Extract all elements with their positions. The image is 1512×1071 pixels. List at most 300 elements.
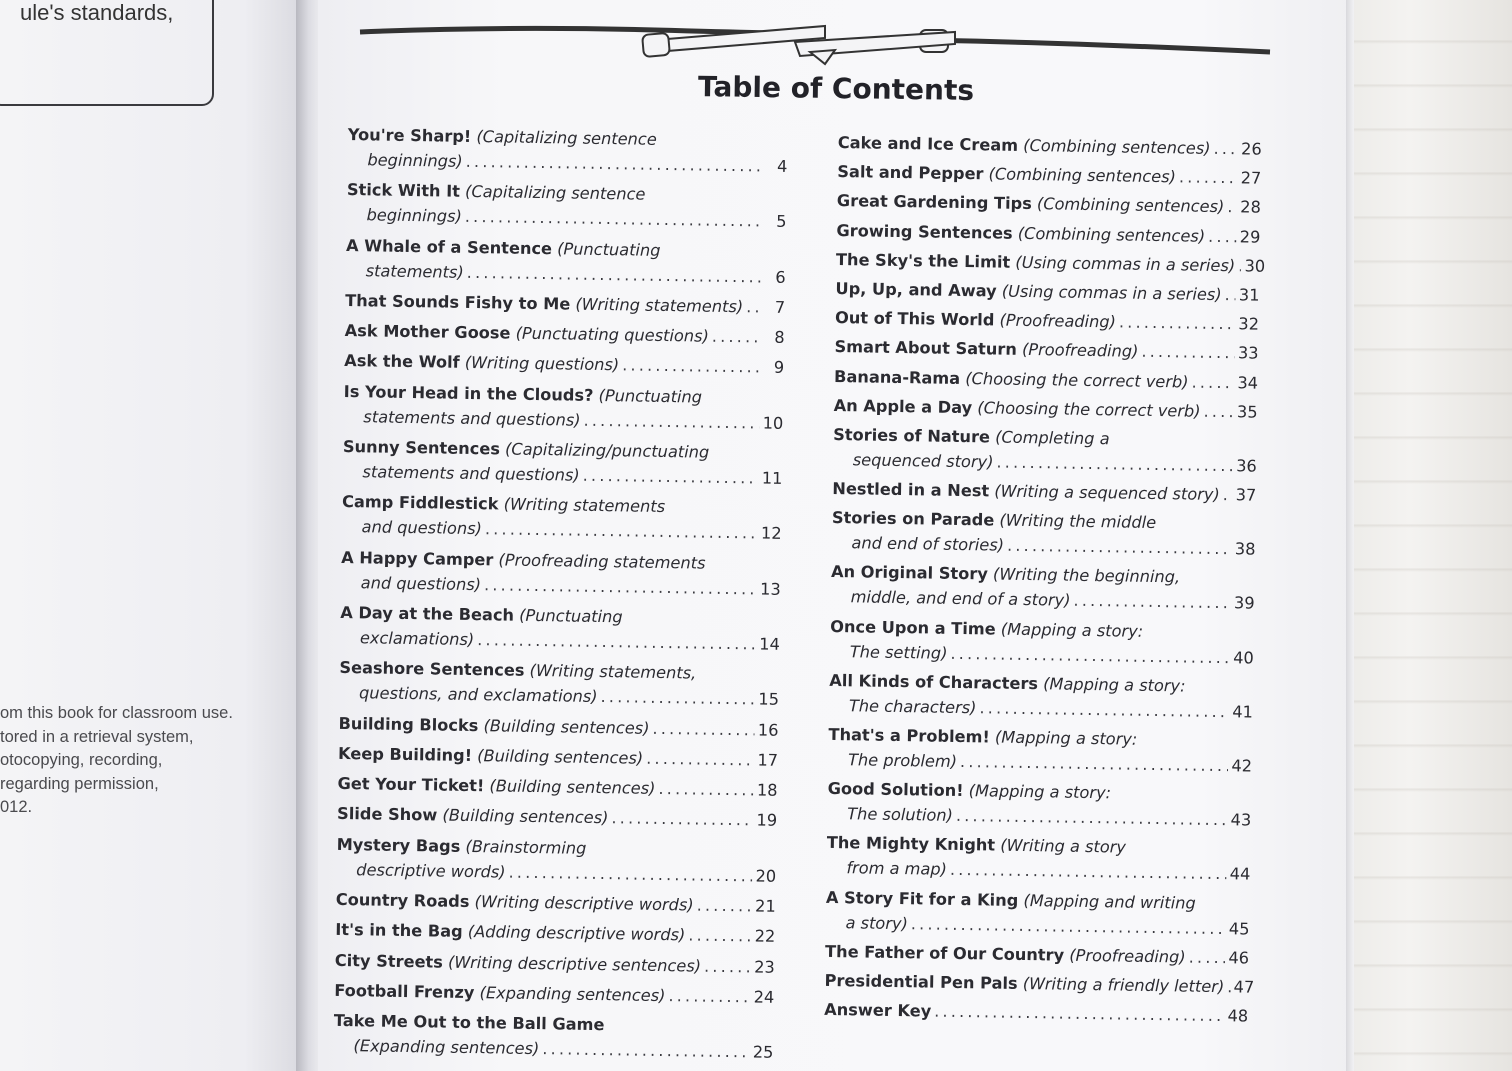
toc-entry-title: Seashore Sentences (339, 658, 525, 681)
toc-entry-text (338, 710, 649, 740)
leader-dots (1221, 282, 1235, 307)
leader-dots (464, 259, 762, 289)
toc-entry-description-continued: and questions) (360, 572, 482, 594)
toc-entry (338, 710, 778, 742)
toc-entry-description: (Using commas in a series) (1015, 252, 1236, 276)
toc-entry-description: (Adding descriptive words) (467, 922, 686, 945)
toc-entry-description: (Building sentences) (442, 806, 609, 828)
toc-entry-description: (Punctuating (557, 238, 661, 260)
toc-entry (342, 434, 783, 491)
toc-entry-line (334, 978, 774, 1010)
toc-entry-description: (Writing a friendly letter) (1022, 973, 1225, 997)
toc-entry-description: (Mapping a story: (994, 727, 1138, 749)
toc-page-number: 24 (753, 987, 775, 1007)
toc-entry-title: Camp Fiddlestick (341, 492, 499, 514)
leader-dots (685, 923, 751, 949)
toc-entry-text (338, 741, 644, 771)
toc-entry-line (835, 247, 1266, 279)
toc-entry-description-continued: The setting) (849, 641, 948, 663)
toc-entry-title: An Apple a Day (833, 395, 973, 417)
toc-entry-description-continued: sequenced story) (852, 450, 994, 472)
toc-entry-text (825, 939, 1186, 970)
toc-entry-text (835, 276, 1222, 307)
toc-entry-line (335, 917, 775, 949)
toc-entry (337, 771, 777, 803)
leader-dots (993, 449, 1233, 478)
leader-dots (701, 953, 751, 979)
toc-page-number: 28 (1240, 197, 1261, 218)
leader-dots (1070, 588, 1231, 616)
toc-entry-description: (Proofreading) (999, 310, 1117, 332)
leader-dots (1186, 944, 1226, 970)
toc-page-number: 8 (774, 327, 785, 348)
page-edge (1346, 0, 1354, 1071)
toc-entry-text (824, 997, 931, 1024)
toc-entry-description: (Writing descriptive words) (474, 892, 694, 915)
toc-page-number: 13 (759, 579, 781, 599)
copyright-notice (0, 702, 300, 820)
toc-entry-line (824, 968, 1255, 1000)
toc-entry-line (826, 855, 1250, 887)
toc-entry-title: That Sounds Fishy to Me (345, 290, 571, 314)
toc-entry-description: (Brainstorming (465, 836, 587, 858)
toc-entry (345, 233, 786, 290)
toc-entry-description-continued: from a map) (846, 858, 948, 880)
toc-entry-description: (Writing statements (503, 494, 666, 517)
leader-dots (643, 746, 754, 773)
toc-entry-title: A Whale of a Sentence (345, 235, 553, 258)
toc-page-number: 5 (776, 212, 787, 232)
toc-entry (347, 122, 788, 179)
toc-entry-description: (Writing a story (1000, 836, 1127, 857)
toc-entry-description-continued: and questions) (361, 517, 483, 539)
toc-right-column (824, 130, 1266, 1033)
toc-entry-description: (Writing the middle (999, 510, 1157, 533)
toc-page-number: 18 (756, 780, 778, 800)
toc-page-number: 48 (1227, 1006, 1249, 1026)
toc-entry (344, 348, 784, 380)
toc-page-number: 25 (752, 1042, 774, 1063)
toc-entry (832, 476, 1256, 508)
toc-entry-description: (Proofreading) (1021, 340, 1139, 362)
wooden-table-background (1342, 0, 1512, 1071)
toc-page-number: 34 (1237, 372, 1259, 393)
toc-page-number: 41 (1232, 702, 1254, 722)
toc-entry-text (838, 130, 1211, 161)
leader-dots (482, 517, 758, 546)
toc-page-number: 44 (1229, 864, 1251, 884)
toc-page-number: 30 (1244, 256, 1266, 276)
leader-dots (580, 407, 759, 435)
toc-entry (339, 655, 780, 712)
toc-entry-title: That's a Problem! (828, 724, 990, 747)
toc-entry-line (335, 948, 775, 980)
toc-entry (828, 722, 1253, 779)
toc-entry (333, 1008, 774, 1065)
toc-entry-description: (Mapping and writing (1023, 890, 1196, 913)
toc-entry (835, 247, 1266, 279)
leader-dots (908, 911, 1226, 941)
toc-page-number: 12 (760, 523, 782, 544)
toc-entry (340, 600, 781, 657)
leader-dots (474, 627, 756, 656)
toc-page-number: 27 (1240, 168, 1262, 188)
toc-page-number: 40 (1233, 647, 1254, 668)
toc-page-number: 31 (1238, 285, 1260, 305)
toc-entry-line (833, 447, 1257, 479)
toc-entry (346, 177, 787, 234)
toc-entry (831, 505, 1256, 562)
toc-entry-description: (Capitalizing sentence (476, 127, 657, 149)
toc-entry-line (833, 393, 1257, 425)
leader-dots (1205, 223, 1237, 248)
toc-entry-description: (Proofreading statements (498, 550, 706, 573)
toc-entry-line (836, 218, 1260, 250)
toc-page-number: 21 (754, 896, 776, 916)
toc-entry-description: (Writing a sequenced story) (994, 481, 1220, 505)
toc-page-number: 38 (1234, 539, 1256, 559)
leader-dots (1210, 136, 1238, 161)
leader-dots (1188, 369, 1234, 395)
toc-page-number: 47 (1233, 977, 1255, 997)
copyright-line: otocopying, recording, (0, 751, 163, 769)
toc-entry-line (825, 909, 1249, 941)
toc-entry-title: Banana-Rama (833, 366, 961, 388)
leader-dots (608, 806, 753, 833)
toc-entry-text (345, 318, 710, 349)
toc-entry-line (825, 939, 1249, 971)
toc-entry-description: (Choosing the correct verb) (965, 368, 1189, 392)
leader-dots (931, 999, 1224, 1029)
toc-entry-text (335, 917, 685, 947)
toc-entry (335, 948, 775, 980)
toc-left-column (333, 122, 788, 1070)
toc-entry-description: (Using commas in a series) (1001, 281, 1222, 304)
scroll-banner-illustration (355, 12, 1275, 72)
leader-dots (580, 463, 759, 491)
toc-page-number: 26 (1240, 139, 1262, 159)
toc-entry (834, 334, 1258, 366)
toc-entry-text (345, 288, 743, 319)
toc-entry-description: (Writing statements, (529, 661, 697, 683)
toc-entry-line (837, 159, 1261, 191)
toc-entry (335, 917, 775, 949)
toc-entry-text (344, 348, 619, 377)
toc-entry-description-continued: a story) (845, 912, 909, 933)
leader-dots (947, 640, 1230, 669)
toc-entry-title: The Mighty Knight (826, 833, 996, 855)
toc-entry (838, 130, 1262, 162)
toc-entry-title: Stick With It (346, 180, 461, 202)
toc-entry-text (336, 887, 694, 918)
toc-entry-title: Is Your Head in the Clouds? (343, 381, 594, 405)
toc-entry-title: Growing Sentences (836, 220, 1013, 243)
toc-entry-line (830, 639, 1254, 671)
toc-entry (835, 305, 1259, 337)
toc-entry-title: Get Your Ticket! (337, 774, 485, 796)
toc-entry (830, 559, 1255, 616)
leader-dots (1200, 398, 1233, 424)
toc-entry-description-continued: beginnings) (366, 205, 462, 227)
toc-page-number: 36 (1236, 456, 1257, 476)
leader-dots (743, 294, 761, 319)
leader-dots (1138, 339, 1235, 366)
toc-entry-description-continued: exclamations) (359, 628, 475, 650)
toc-entry-description: (Combining sentences) (1017, 223, 1206, 246)
toc-entry-description-continued: statements) (365, 260, 464, 282)
toc-entry-line (830, 584, 1254, 616)
leader-dots (1224, 194, 1237, 219)
toc-page-number: 16 (757, 720, 779, 740)
toc-entry-text (834, 363, 1189, 394)
toc-entry-title: Great Gardening Tips (836, 191, 1032, 214)
toc-page-number: 39 (1233, 593, 1255, 614)
toc-entry (836, 218, 1260, 250)
toc-page-number: 15 (758, 689, 780, 710)
leader-dots (619, 353, 760, 380)
leader-dots (462, 204, 763, 234)
leader-dots (649, 715, 754, 742)
toc-entry-text (834, 334, 1138, 364)
toc-entry-title: Presidential Pen Pals (824, 970, 1018, 993)
toc-entry-description: (Choosing the correct verb) (977, 397, 1201, 421)
toc-page-number: 19 (756, 810, 778, 831)
toc-page-number: 22 (754, 926, 776, 947)
toc-entry-description: (Building sentences) (477, 745, 644, 768)
toc-entry (336, 887, 776, 919)
toc-page-number: 37 (1235, 485, 1257, 505)
toc-entry-description: (Completing a (995, 427, 1110, 449)
toc-entry-title: Sunny Sentences (342, 437, 501, 459)
copyright-line: regarding permission, (0, 774, 159, 793)
toc-entry-title: You're Sharp! (347, 124, 472, 146)
page-title: Table of Contents (697, 70, 975, 107)
toc-page-number: 23 (754, 957, 775, 977)
toc-entry-title: An Original Story (830, 562, 989, 584)
toc-page-number: 35 (1236, 401, 1258, 422)
toc-entry-title: Answer Key (824, 1000, 932, 1021)
toc-entry-description: (Punctuating (598, 385, 703, 407)
toc-entry-text (835, 305, 1116, 334)
toc-entry-title: Building Blocks (338, 713, 479, 735)
toc-entry (826, 830, 1251, 887)
toc-entry (824, 997, 1248, 1029)
leader-dots (1220, 482, 1233, 507)
toc-entry-text (337, 771, 655, 801)
toc-entry (334, 978, 774, 1010)
leader-dots (505, 859, 752, 888)
toc-entry-line (337, 771, 777, 803)
toc-entry-title: A Day at the Beach (340, 602, 515, 625)
toc-entry-description-continued: statements and questions) (362, 462, 580, 485)
toc-entry-description: (Writing questions) (464, 353, 620, 375)
toc-page-number: 43 (1230, 810, 1252, 830)
leader-dots (1004, 533, 1232, 562)
toc-entry-title: Country Roads (335, 889, 470, 912)
toc-entry-description: (Writing statements) (575, 294, 744, 317)
toc-entry-description-continued: The solution) (847, 804, 954, 826)
toc-entry-line (835, 276, 1259, 308)
toc-entry (338, 741, 778, 773)
toc-entry-title: Smart About Saturn (834, 337, 1018, 360)
leader-dots (1116, 310, 1235, 337)
toc-entry-line (345, 288, 785, 320)
toc-entry-text (836, 247, 1236, 278)
toc-entry-description: (Mapping a story: (968, 781, 1112, 803)
toc-page-number: 32 (1238, 314, 1260, 334)
toc-entry-title: Good Solution! (827, 779, 964, 801)
toc-entry-title: Cake and Ice Cream (837, 132, 1019, 155)
toc-entry-title: Up, Up, and Away (835, 278, 997, 301)
toc-page-number: 46 (1228, 947, 1250, 968)
toc-entry-title: Ask the Wolf (344, 351, 460, 373)
toc-entry-description: (Building sentences) (483, 715, 650, 738)
toc-entry-description-continued: and end of stories) (851, 533, 1005, 555)
leader-dots (597, 684, 755, 711)
toc-entry (837, 159, 1261, 191)
toc-entry-title: City Streets (334, 950, 444, 972)
toc-entry-description-continued: middle, and end of a story) (850, 587, 1071, 611)
copyright-line: om this book for classroom use. (0, 704, 233, 722)
toc-entry-line (824, 997, 1248, 1029)
toc-entry-title: Ask Mother Goose (344, 321, 511, 343)
toc-page-number: 4 (776, 156, 788, 176)
toc-entry-description: (Punctuating questions) (515, 323, 710, 346)
toc-entry-description-continued: questions, and exclamations) (358, 683, 598, 707)
toc-entry-title: Salt and Pepper (837, 162, 984, 184)
toc-entry-description: (Mapping a story: (1000, 619, 1144, 641)
toc-entry-title: The Sky's the Limit (835, 249, 1011, 272)
toc-entry-line (337, 801, 777, 833)
toc-entry-text (837, 159, 1176, 189)
toc-page-number: 10 (762, 413, 784, 433)
leader-dots (665, 983, 750, 1009)
toc-entry-line (834, 334, 1258, 366)
copyright-line: tored in a retrieval system, (0, 727, 194, 746)
toc-entry (833, 393, 1257, 425)
leader-dots (481, 572, 757, 601)
toc-entry-description: (Combining sentences) (988, 164, 1177, 187)
toc-entry (343, 379, 784, 436)
toc-entry-description-continued: statements and questions) (363, 407, 581, 430)
toc-entry (341, 489, 782, 546)
toc-entry-text (833, 393, 1200, 424)
toc-entry (345, 318, 785, 350)
toc-entry-text (334, 978, 665, 1008)
leader-dots (1176, 165, 1238, 191)
toc-entry (835, 276, 1259, 308)
toc-entry-text (335, 948, 702, 979)
toc-entry-title: Nestled in a Nest (832, 479, 990, 501)
toc-entry-title: A Story Fit for a King (825, 887, 1019, 910)
toc-entry-title: Once Upon a Time (830, 616, 996, 639)
toc-page-number: 33 (1237, 343, 1259, 363)
leader-dots (539, 1036, 750, 1064)
leader-dots (957, 749, 1228, 778)
toc-entry-description-continued: The characters) (848, 696, 977, 718)
leader-dots (947, 857, 1227, 886)
toc-entry-title: Slide Show (336, 804, 438, 825)
toc-entry (829, 668, 1254, 725)
toc-page-number: 9 (773, 358, 785, 378)
left-page (0, 0, 305, 1071)
toc-entry-description: (Punctuating (519, 605, 623, 627)
toc-entry-text (837, 188, 1225, 219)
toc-entry (336, 832, 777, 889)
toc-entry (825, 884, 1250, 941)
toc-entry-line (827, 801, 1251, 833)
toc-entry-title: A Happy Camper (341, 547, 494, 570)
toc-entry (830, 614, 1255, 671)
leader-dots (953, 803, 1228, 832)
toc-entry-line (835, 305, 1259, 337)
toc-entry (837, 188, 1261, 220)
toc-entry-text (337, 801, 609, 830)
toc-entry-line (838, 130, 1262, 162)
toc-entry (337, 801, 777, 833)
toc-entry-text (836, 218, 1205, 249)
toc-entry-title: Stories of Nature (833, 424, 991, 447)
toc-entry (825, 939, 1249, 971)
toc-entry-line (345, 318, 785, 350)
toc-entry-title: Out of This World (834, 308, 995, 330)
toc-page-number: 17 (757, 750, 779, 770)
toc-page-number: 20 (755, 866, 777, 886)
toc-page-number: 42 (1231, 756, 1253, 776)
toc-entry-line (336, 887, 776, 919)
toc-entry (834, 363, 1258, 395)
toc-entry-line (832, 476, 1256, 508)
toc-entry-description-continued: descriptive words) (356, 859, 506, 882)
toc-entry-description: (Writing descriptive sentences) (447, 952, 702, 976)
toc-entry-title: Football Frenzy (334, 980, 475, 1003)
leader-dots (693, 893, 751, 919)
toc-entry-description: (Capitalizing sentence (464, 182, 646, 204)
toc-entry-line (834, 363, 1258, 395)
toc-entry-title: Keep Building! (337, 743, 473, 765)
toc-page-number: 6 (775, 267, 786, 287)
leader-dots (709, 324, 761, 350)
toc-entry (833, 422, 1258, 479)
left-page-box-text: ule's standards, (20, 0, 174, 25)
toc-entry-description: (Proofreading) (1069, 945, 1186, 967)
toc-entry-description: (Capitalizing/punctuating (504, 439, 710, 462)
toc-entry-line (344, 348, 784, 380)
toc-page-number: 29 (1239, 226, 1261, 247)
toc-entry-title: Mystery Bags (336, 834, 461, 856)
leader-dots (976, 695, 1229, 724)
toc-entry-description-continued: (Expanding sentences) (353, 1036, 540, 1059)
toc-page-number: 45 (1228, 918, 1250, 939)
toc-entry-line (338, 741, 778, 773)
copyright-line: 012. (0, 798, 33, 816)
toc-entry-description: (Expanding sentences) (479, 983, 666, 1006)
toc-page-number: 11 (761, 468, 783, 488)
toc-entry-description: (Building sentences) (489, 776, 656, 799)
toc-entry (827, 776, 1252, 833)
toc-entry-title: The Father of Our Country (824, 941, 1065, 965)
toc-entry-text (832, 476, 1220, 507)
toc-entry-line (829, 693, 1253, 725)
toc-entry-text (336, 832, 586, 861)
toc-entry-description-continued: The problem) (847, 750, 958, 771)
toc-entry-description: (Writing the beginning, (992, 564, 1181, 587)
toc-entry-line (831, 530, 1255, 562)
toc-entry-text (824, 968, 1224, 999)
toc-entry-line (828, 747, 1252, 779)
toc-entry (345, 288, 785, 320)
toc-entry-description: (Combining sentences) (1023, 135, 1211, 158)
